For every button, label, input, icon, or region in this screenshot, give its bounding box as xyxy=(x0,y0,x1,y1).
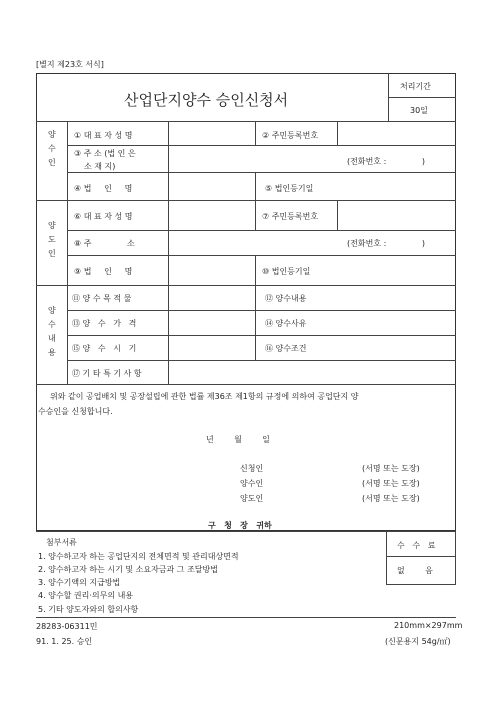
label-corp-name-1: ④ 법 인 명 xyxy=(74,184,133,193)
approval-date: 91. 1. 25. 승인 xyxy=(36,637,93,646)
label-conditions: ⑯ 양수조건 xyxy=(265,344,307,353)
applicant-sig-note: (서명 또는 도장) xyxy=(362,464,420,473)
form-title: 산업단지양수 승인신청서 xyxy=(124,91,289,109)
attachment-item-1: 1. 양수하고자 하는 공업단지의 전체면적 및 관리대상면적 xyxy=(38,552,239,561)
form-reference: [별지 제23호 서식] xyxy=(36,60,104,69)
label-corp-reg-1: ⑤ 법인등기일 xyxy=(265,184,314,193)
phone-field-1[interactable]: (전화번호 : ) xyxy=(347,157,425,166)
paper-size: 210mm×297mm xyxy=(394,621,463,630)
attachment-item-3: 3. 양수기액의 지급방법 xyxy=(38,578,121,587)
label-address-2: ⑧ 주 소 xyxy=(74,239,135,248)
processing-period-value: 30일 xyxy=(410,106,428,115)
label-content: ⑫ 양수내용 xyxy=(265,294,307,303)
label-resident-no-1: ② 주민등록번호 xyxy=(262,131,319,140)
attachment-item-4: 4. 양수할 권리·의무의 내용 xyxy=(38,591,134,600)
applicant-label: 신청인 xyxy=(240,464,264,473)
section-transferee: 양 수 인 xyxy=(48,130,56,167)
label-rep-name-2: ⑥ 대 표 자 성 명 xyxy=(74,212,133,221)
label-price: ⑬ 양 수 가 격 xyxy=(72,319,137,328)
fee-label: 수 수 료 xyxy=(397,541,436,550)
attachment-item-5: 5. 기타 양도자와의 합의사항 xyxy=(38,605,139,614)
label-resident-no-2: ⑦ 주민등록번호 xyxy=(262,212,319,221)
attachments-heading: 첨부서류 xyxy=(46,538,77,547)
label-timing: ⑮ 양 수 시 기 xyxy=(72,344,137,353)
transferor-sig-label: 양도인 xyxy=(240,494,264,503)
recipient-line: 구 청 장 귀하 xyxy=(208,521,272,530)
section-transferor: 양 도 인 xyxy=(48,221,56,258)
label-reason: ⑭ 양수사유 xyxy=(265,319,307,328)
phone-field-2[interactable]: (전화번호 : ) xyxy=(347,239,425,248)
transferor-sig-note: (서명 또는 도장) xyxy=(362,494,420,503)
attachment-item-2: 2. 양수하고자 하는 시기 및 소요자금과 그 조달방법 xyxy=(38,565,218,574)
fee-value: 없 음 xyxy=(397,566,433,575)
date-line: 년 월 일 xyxy=(206,435,270,444)
label-corp-reg-2: ⑩ 법인등기일 xyxy=(262,267,311,276)
statement-line-1: 위와 같이 공업배치 및 공장설립에 관한 법률 제36조 제1항의 규정에 의하여 공업단지 양 xyxy=(50,392,359,401)
paper-spec: (신문용지 54g/㎡) xyxy=(385,637,451,646)
label-address-1a: ③ 주 소 (법 인 은 xyxy=(74,149,136,158)
label-other: ⑰ 기 타 특 기 사 항 xyxy=(72,369,142,378)
statement-line-2: 수승인을 신청합니다. xyxy=(38,407,113,416)
transferee-sig-label: 양수인 xyxy=(240,479,264,488)
form-code: 28283-06311민 xyxy=(36,622,98,631)
transferee-sig-note: (서명 또는 도장) xyxy=(362,479,420,488)
label-rep-name-1: ① 대 표 자 성 명 xyxy=(74,131,133,140)
label-purpose: ⑪ 양 수 목 적 물 xyxy=(72,294,132,303)
processing-period-label: 처리기간 xyxy=(400,82,431,91)
label-corp-name-2: ⑨ 법 인 명 xyxy=(74,267,133,276)
section-transfer-details: 양 수 내 용 xyxy=(48,306,56,357)
label-address-1b: 소 재 지) xyxy=(84,162,116,171)
